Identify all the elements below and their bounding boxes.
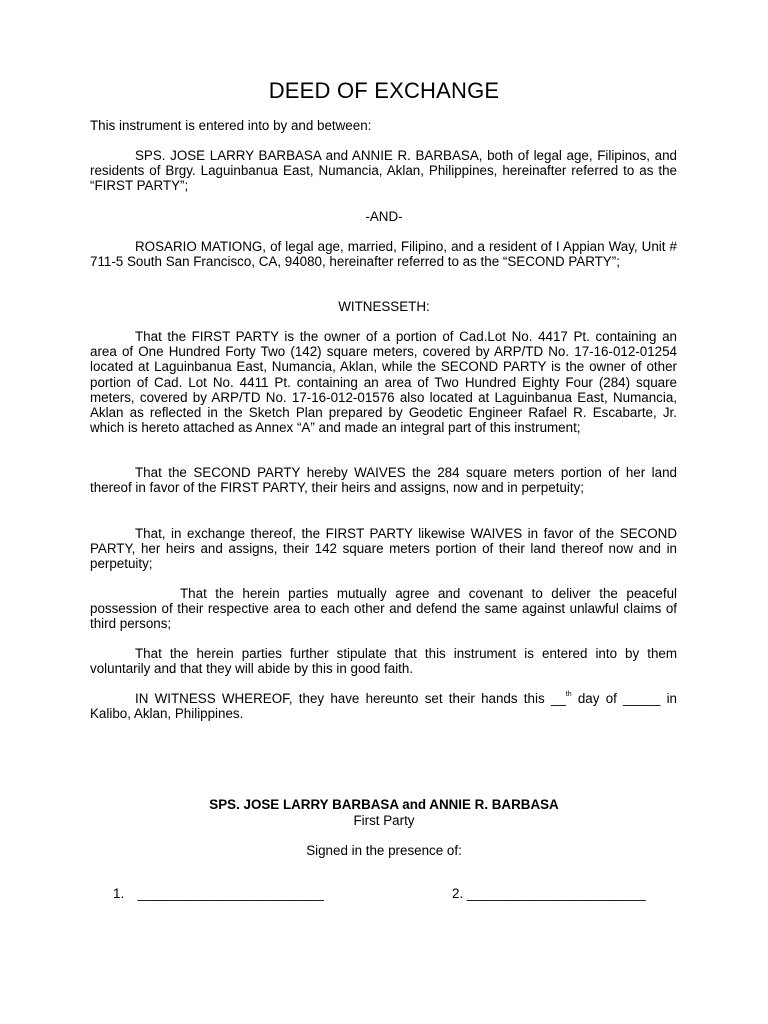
second-party-text: ROSARIO MATIONG, of legal age, married, Filipino, and a resident of I Appian Way, Unit # 711-5 South San Francisco, CA, 94080, hereinafter referred to as the “SECOND PARTY”; xyxy=(90,239,677,270)
witness-1-line: _________________________ xyxy=(137,886,324,901)
recital-2-paragraph xyxy=(90,465,677,495)
witness-2-line: ________________________ xyxy=(466,886,646,901)
signed-presence-label: Signed in the presence of: xyxy=(306,843,462,858)
witness-1-signature xyxy=(113,886,324,901)
signatory-name: SPS. JOSE LARRY BARBASA and ANNIE R. BARBASA xyxy=(209,797,559,812)
intro-paragraph: This instrument is entered into by and between: xyxy=(90,118,372,133)
second-party-paragraph xyxy=(90,239,677,269)
first-party-paragraph xyxy=(90,148,677,194)
witness-2-number: 2. xyxy=(452,886,464,901)
recital-4-text: That the herein parties mutually agree and covenant to deliver the peaceful possession of their respective area to each other and defend the same against unlawful claims of third persons; xyxy=(90,586,677,632)
witness-whereof-start: IN WITNESS WHEREOF, they have hereunto set their hands this __ xyxy=(135,691,566,706)
signatory-role: First Party xyxy=(353,813,415,828)
recital-1-text: That the FIRST PARTY is the owner of a portion of Cad.Lot No. 4417 Pt. containing an area of One Hundred Forty Two (142) square meters, covered by ARP/TD No. 17-16-012-01254 located at Laguinbanua East, Numancia, Aklan, while the SECOND PARTY is the owner of other portion of Cad. Lot No. 4411 Pt. containing an area of Two Hundred Eighty Four (284) square meters, covered by ARP/TD No. 17-16-012-01576 also located at Laguinbanua East, Numancia, Aklan as reflected in the Sketch Plan prepared by Geodetic Engineer Rafael R. Escabarte, Jr. which is hereto attached as Annex “A” and made an integral part of this instrument; xyxy=(90,329,677,436)
recital-1-paragraph xyxy=(90,329,677,435)
witness-whereof-sup: th xyxy=(565,691,572,698)
witness-2-signature xyxy=(452,886,646,901)
witness-whereof-end: day of _____ in Kalibo, Aklan, Philippines. xyxy=(90,691,677,722)
witness-whereof-paragraph xyxy=(90,691,677,721)
and-separator: -AND- xyxy=(365,209,403,224)
witnesseth-heading: WITNESSETH: xyxy=(338,299,430,314)
recital-5-text: That the herein parties further stipulate that this instrument is entered into by them voluntarily and that they will abide by this in good faith. xyxy=(90,646,677,677)
recital-5-paragraph xyxy=(90,646,677,676)
first-party-text: SPS. JOSE LARRY BARBASA and ANNIE R. BARBASA, both of legal age, Filipinos, and residents of Brgy. Laguinbanua East, Numancia, Aklan, Philippines, hereinafter referred to as the “FIRST PARTY”; xyxy=(90,148,677,194)
recital-2-text: That the SECOND PARTY hereby WAIVES the 284 square meters portion of her land thereof in favor of the FIRST PARTY, their heirs and assigns, now and in perpetuity; xyxy=(90,465,677,496)
recital-4-paragraph xyxy=(90,586,677,632)
recital-3-paragraph xyxy=(90,526,677,572)
witness-1-number: 1. xyxy=(113,886,125,901)
recital-3-text: That, in exchange thereof, the FIRST PARTY likewise WAIVES in favor of the SECOND PARTY, her heirs and assigns, their 142 square meters portion of their land thereof now and in perpetuity; xyxy=(90,526,677,572)
document-title: DEED OF EXCHANGE xyxy=(268,78,500,103)
